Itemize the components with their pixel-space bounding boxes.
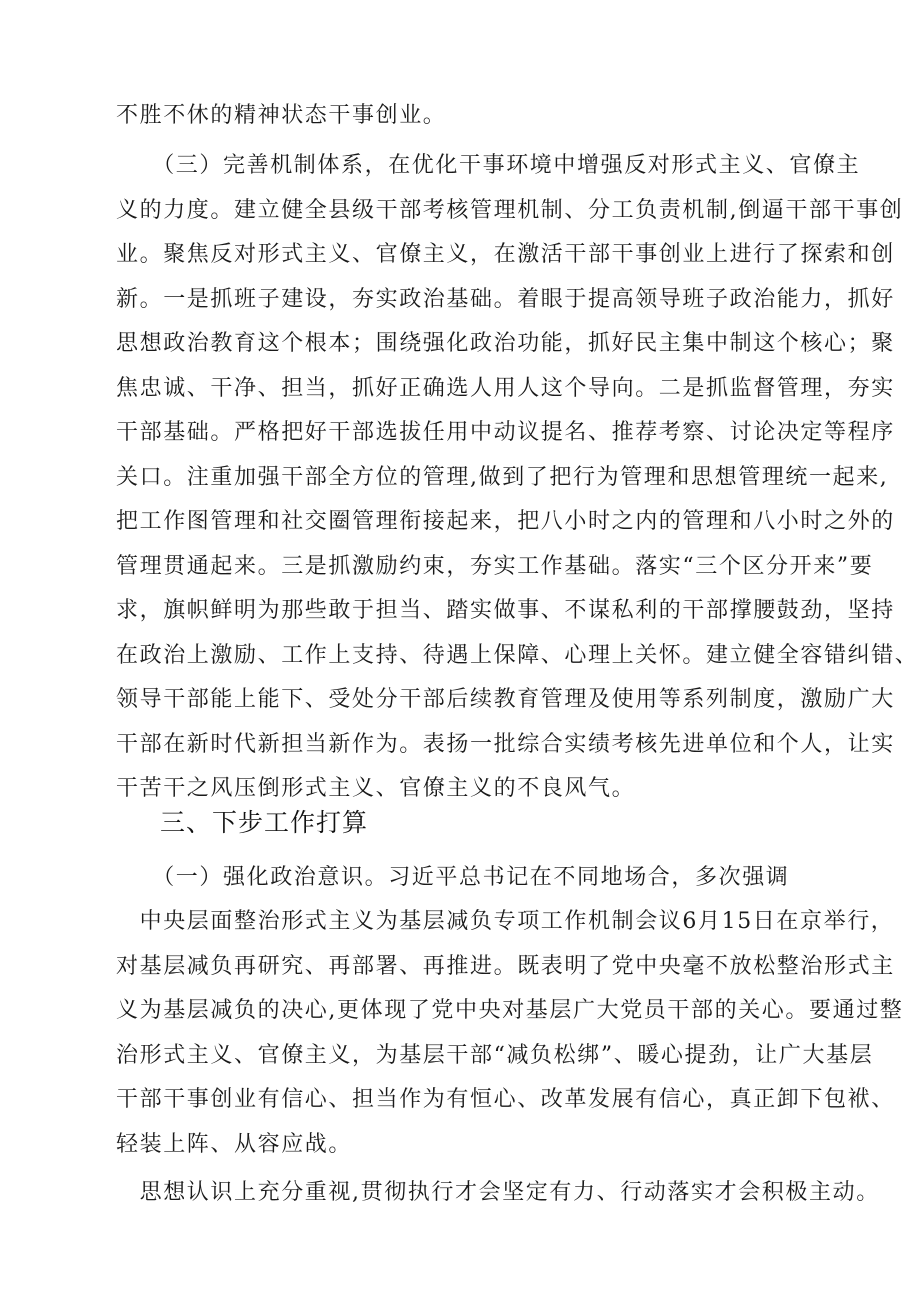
text-line: 干部在新时代新担当新作为。表扬一批综合实绩考核先进单位和个人，让实 (116, 732, 895, 757)
text-line: 管理贯通起来。三是抓激励约束，夯实工作基础。落实“三个区分开来”要 (116, 554, 874, 579)
text-line: 不胜不休的精神状态干事创业。 (116, 103, 447, 128)
text-line: 干部干事创业有信心、担当作为有恒心、改革发展有信心，真正卸下包袱、 (116, 1087, 895, 1112)
text-line: 对基层减负再研究、再部署、再推进。既表明了党中央毫不放松整治形式主 (116, 954, 895, 979)
text-line: 义为基层减负的决心,更体现了党中央对基层广大党员干部的关心。要通过整 (116, 998, 904, 1023)
text-line: 干苦干之风压倒形式主义、官僚主义的不良风气。 (116, 776, 636, 801)
text-line: 轻装上阵、从容应战。 (116, 1132, 353, 1157)
text-line: 思想政治教育这个根本；围绕强化政治功能，抓好民主集中制这个核心；聚 (116, 331, 895, 356)
text-line: 义的力度。建立健全县级干部考核管理机制、分工负责机制,倒逼干部干事创 (116, 198, 904, 223)
text-line: 在政治上激励、工作上支持、待遇上保障、心理上关怀。建立健全容错纠错、 (116, 643, 919, 668)
text-line: 思想认识上充分重视,贯彻执行才会坚定有力、行动落实才会积极主动。 (116, 1180, 880, 1205)
text-line: 中央层面整治形式主义为基层减负专项工作机制会议6月15日在京举行， (116, 909, 895, 934)
text-line: 治形式主义、官僚主义，为基层干部“减负松绑”、暖心提劲，让广大基层 (116, 1043, 874, 1068)
text-line: （一）强化政治意识。习近平总书记在不同地场合，多次强调 (116, 865, 790, 890)
text-line: 求，旗帜鲜明为那些敢于担当、踏实做事、不谋私利的干部撑腰鼓劲，坚持 (116, 598, 895, 623)
section-heading: 三、下步工作打算 (160, 808, 369, 837)
text-line: 焦忠诚、干净、担当，抓好正确选人用人这个导向。二是抓监督管理，夯实 (116, 376, 895, 401)
text-line: 领导干部能上能下、受处分干部后续教育管理及使用等系列制度，激励广大 (116, 687, 895, 712)
text-line: 新。一是抓班子建设，夯实政治基础。着眼于提高领导班子政治能力，抓好 (116, 287, 895, 312)
text-line: 把工作图管理和社交圈管理衔接起来，把八小时之内的管理和八小时之外的 (116, 509, 895, 534)
text-line: （三）完善机制体系，在优化干事环境中增强反对形式主义、官僚主 (116, 153, 861, 178)
text-line: 干部基础。严格把好干部选拔任用中动议提名、推荐考察、讨论决定等程序 (116, 420, 895, 445)
text-line: 关口。注重加强干部全方位的管理,做到了把行为管理和思想管理统一起来, (116, 465, 889, 490)
text-line: 业。聚焦反对形式主义、官僚主义，在激活干部干事创业上进行了探索和创 (116, 242, 895, 267)
